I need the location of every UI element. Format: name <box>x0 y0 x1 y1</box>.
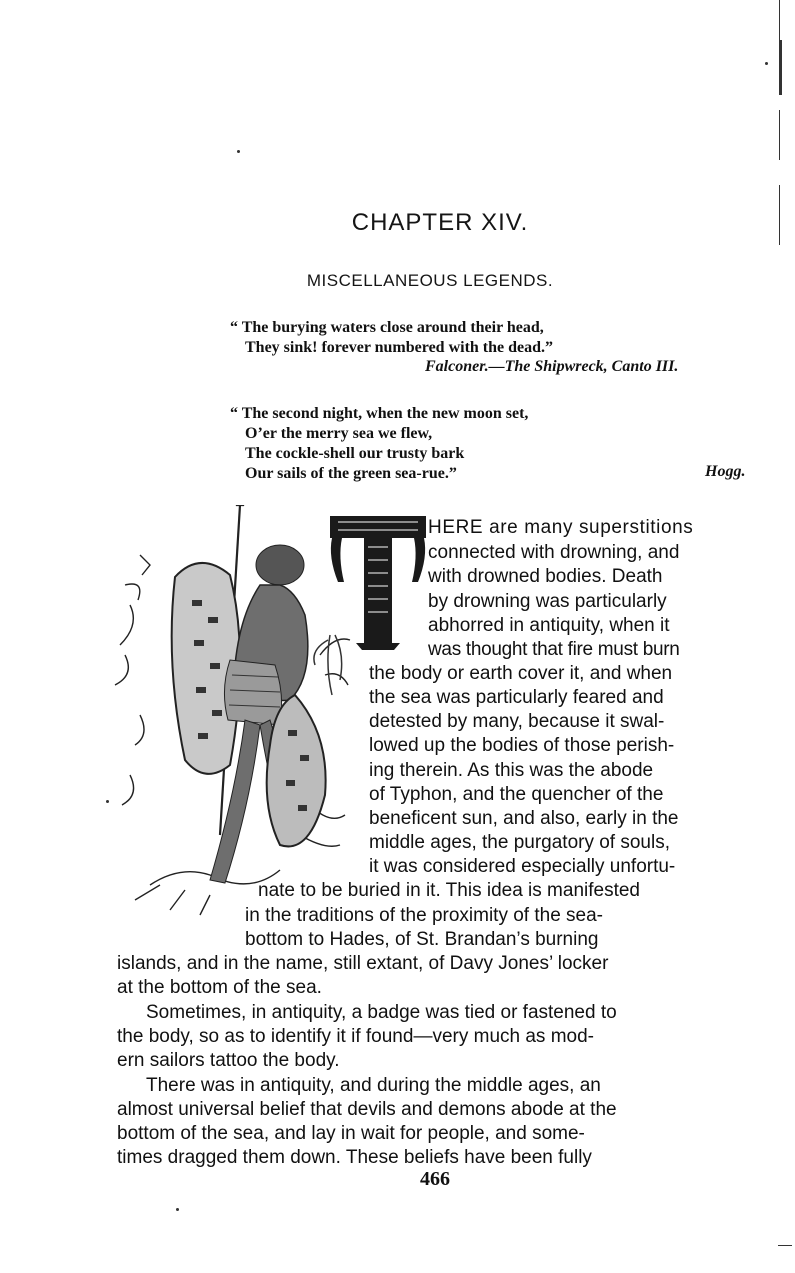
epigraph-2-attribution: Hogg. <box>705 463 746 480</box>
body-line: connected with drowning, and <box>428 542 680 563</box>
body-line: ern sailors tattoo the body. <box>117 1050 340 1071</box>
page-edge-line <box>779 110 780 160</box>
warrior-with-shield-illustration <box>110 505 355 940</box>
scan-speck <box>106 800 109 803</box>
body-line: the body, so as to identify it if found—very much as mod- <box>117 1026 594 1047</box>
body-line: ing therein. As this was the abode <box>369 760 654 781</box>
page-edge-line <box>779 0 780 40</box>
page-edge-line <box>779 40 782 95</box>
body-line: nate to be buried in it. This idea is manifested <box>258 880 640 901</box>
epigraph-1 <box>230 318 553 358</box>
body-line: abhorred in antiquity, when it <box>428 615 670 636</box>
body-line: the body or earth cover it, and when <box>369 663 673 684</box>
dropcap-letter-t <box>328 512 428 657</box>
body-line: it was considered especially unfortu- <box>369 856 676 877</box>
epigraph-line: O’er the merry sea we flew, <box>245 425 433 442</box>
body-line: lowed up the bodies of those perish- <box>369 735 675 756</box>
scan-mark <box>778 1245 792 1246</box>
body-line: middle ages, the purgatory of souls, <box>369 832 671 853</box>
body-line: detested by many, because it swal- <box>369 711 665 732</box>
chapter-subtitle: MISCELLANEOUS LEGENDS. <box>306 271 554 290</box>
body-line: Sometimes, in antiquity, a badge was tied or fastened to <box>146 1002 617 1023</box>
epigraph-line: Our sails of the green sea-rue.” <box>245 465 457 482</box>
body-line: by drowning was particularly <box>428 591 667 612</box>
epigraph-line: “ The burying waters close around their head, <box>230 319 544 336</box>
scan-speck <box>176 1208 179 1211</box>
body-line: bottom to Hades, of St. Brandan’s burning <box>245 929 599 950</box>
page-number: 466 <box>420 1168 450 1190</box>
body-line: almost universal belief that devils and demons abode at the <box>117 1099 617 1120</box>
body-line: bottom of the sea, and lay in wait for people, and some- <box>117 1123 585 1144</box>
body-line: with drowned bodies. Death <box>428 566 663 587</box>
scan-speck <box>237 150 240 153</box>
body-line: HERE are many superstitions <box>428 517 694 538</box>
epigraph-line: They sink! forever numbered with the dead.” <box>245 339 554 356</box>
body-line: beneficent sun, and also, early in the <box>369 808 679 829</box>
epigraph-2 <box>230 404 528 484</box>
body-line: at the bottom of the sea. <box>117 977 322 998</box>
scan-speck <box>765 62 768 65</box>
body-line: of Typhon, and the quencher of the <box>369 784 664 805</box>
body-line: islands, and in the name, still extant, of Davy Jones’ locker <box>117 953 609 974</box>
body-line: the sea was particularly feared and <box>369 687 664 708</box>
body-line: There was in antiquity, and during the middle ages, an <box>146 1075 601 1096</box>
chapter-title: CHAPTER XIV. <box>351 209 529 236</box>
epigraph-line: “ The second night, when the new moon set, <box>230 405 529 422</box>
epigraph-line: The cockle-shell our trusty bark <box>245 445 465 462</box>
body-line: was thought that fire must burn <box>428 639 680 660</box>
body-line: times dragged them down. These beliefs have been fully <box>117 1147 592 1168</box>
body-line: in the traditions of the proximity of the sea- <box>245 905 604 926</box>
epigraph-1-attribution: Falconer.—The Shipwreck, Canto III. <box>425 358 679 375</box>
